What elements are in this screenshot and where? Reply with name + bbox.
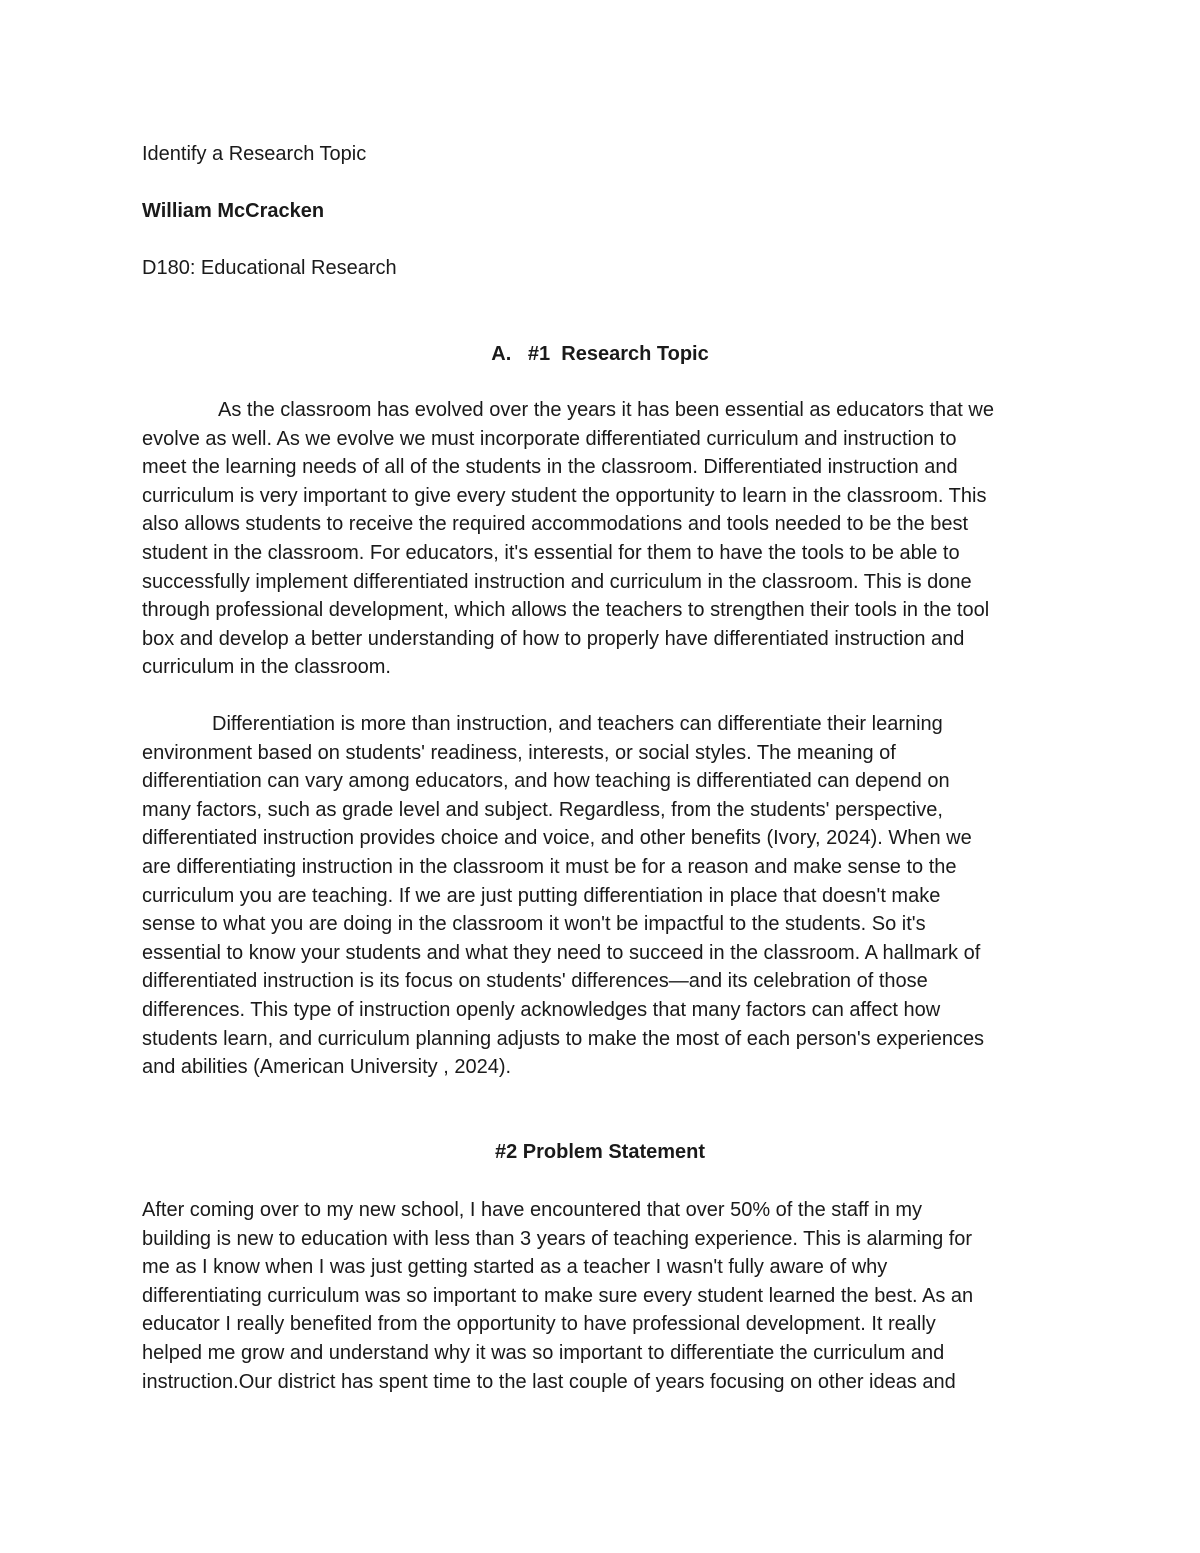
paragraph-line: are differentiating instruction in the classroom it must be for a reason and make sense to the xyxy=(142,855,957,878)
paragraph-line: instruction.Our district has spent time to the last couple of years focusing on other ideas and xyxy=(142,1370,956,1393)
paragraph-line: differentiating curriculum was so important to make sure every student learned the best. As an xyxy=(142,1284,974,1307)
research-topic-paragraph-2 xyxy=(142,710,1062,1082)
paragraph-line: sense to what you are doing in the classroom it won't be impactful to the students. So it's xyxy=(142,913,926,936)
paragraph-line: differences. This type of instruction openly acknowledges that many factors can affect how xyxy=(142,998,941,1021)
problem-statement-paragraph xyxy=(142,1196,1062,1396)
paragraph-line: student in the classroom. For educators, it's essential for them to have the tools to be able to xyxy=(142,541,960,564)
paragraph-line: box and develop a better understanding of how to properly have differentiated instruction and xyxy=(142,627,965,650)
paragraph-line: helped me grow and understand why it was so important to differentiate the curriculum and xyxy=(142,1341,945,1364)
paragraph-line: through professional development, which allows the teachers to strengthen their tools in the tool xyxy=(142,599,990,622)
document-title: Identify a Research Topic xyxy=(142,143,367,165)
course-name: D180: Educational Research xyxy=(142,257,397,279)
paragraph-line: Differentiation is more than instruction, and teachers can differentiate their learning xyxy=(212,713,943,735)
paragraph-line: educator I really benefited from the opportunity to have professional development. It really xyxy=(142,1313,936,1336)
paragraph-line: differentiated instruction provides choice and voice, and other benefits (Ivory, 2024). When we xyxy=(142,827,972,850)
research-topic-paragraph-1 xyxy=(142,396,1062,682)
paragraph-line: differentiation can vary among educators, and how teaching is differentiated can depend on xyxy=(142,770,950,793)
paragraph-line: meet the learning needs of all of the students in the classroom. Differentiated instruction and xyxy=(142,456,958,479)
author-name: William McCracken xyxy=(142,200,325,222)
paragraph-line: building is new to education with less than 3 years of teaching experience. This is alarming for xyxy=(142,1227,973,1250)
paragraph-line: also allows students to receive the required accommodations and tools needed to be the best xyxy=(142,513,969,536)
paragraph-line: successfully implement differentiated instruction and curriculum in the classroom. This is done xyxy=(142,570,972,593)
paragraph-line: evolve as well. As we evolve we must incorporate differentiated curriculum and instruction to xyxy=(142,427,957,450)
paragraph-line: curriculum in the classroom. xyxy=(142,656,391,679)
section-heading-research-topic: A. #1 Research Topic xyxy=(491,343,709,365)
paragraph-line: After coming over to my new school, I have encountered that over 50% of the staff in my xyxy=(142,1199,923,1221)
paragraph-line: curriculum you are teaching. If we are just putting differentiation in place that doesn't make xyxy=(142,884,941,907)
paragraph-line: me as I know when I was just getting started as a teacher I wasn't fully aware of why xyxy=(142,1256,888,1279)
paragraph-line: environment based on students' readiness, interests, or social styles. The meaning of xyxy=(142,741,896,764)
paragraph-line: differentiated instruction is its focus on students' differences—and its celebration of those xyxy=(142,970,928,993)
paragraph-line: essential to know your students and what they need to succeed in the classroom. A hallmark of xyxy=(142,941,981,964)
paragraph-line: many factors, such as grade level and subject. Regardless, from the students' perspective, xyxy=(142,798,943,821)
paragraph-line: and abilities (American University , 2024). xyxy=(142,1056,512,1079)
paragraph-line: As the classroom has evolved over the years it has been essential as educators that we xyxy=(218,399,994,421)
section-heading-problem-statement: #2 Problem Statement xyxy=(494,1141,706,1163)
paragraph-line: curriculum is very important to give every student the opportunity to learn in the classroom. This xyxy=(142,484,987,507)
paragraph-line: students learn, and curriculum planning adjusts to make the most of each person's experiences xyxy=(142,1027,985,1050)
